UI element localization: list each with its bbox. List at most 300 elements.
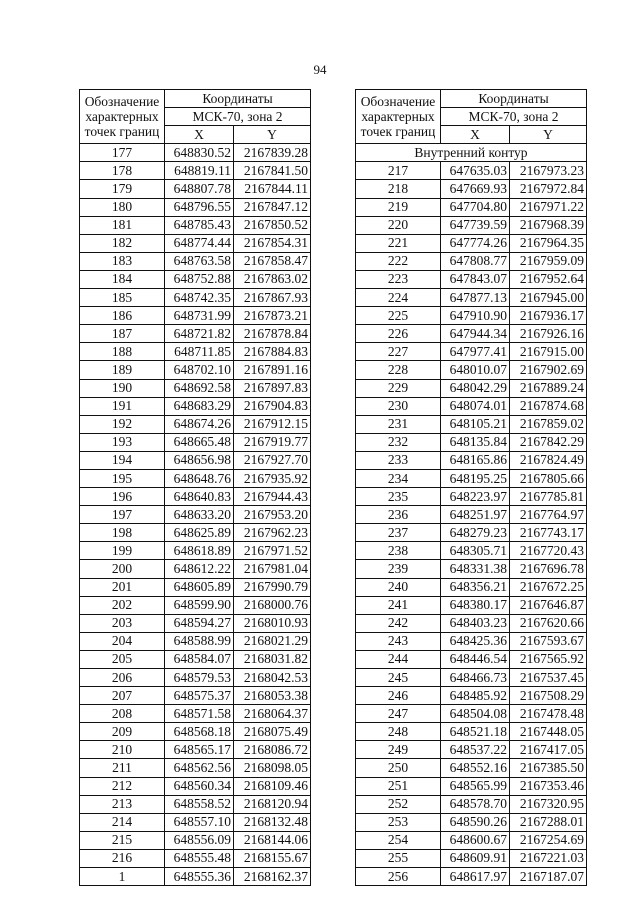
y-coordinate-cell: 2168098.05 [234, 759, 311, 777]
point-number-cell: 221 [356, 234, 441, 252]
point-number-cell: 215 [80, 831, 165, 849]
y-coordinate-cell: 2168010.93 [234, 614, 311, 632]
y-coordinate-cell: 2167891.16 [234, 361, 311, 379]
table-row [80, 650, 311, 668]
table-row [80, 741, 311, 759]
table-row [80, 868, 311, 886]
point-number-cell: 190 [80, 379, 165, 397]
table-row [356, 506, 587, 524]
table-row [80, 469, 311, 487]
point-name-header-line3: точек границ [84, 124, 160, 140]
y-coordinate-cell: 2167945.00 [510, 289, 587, 307]
x-coordinate-cell: 647944.34 [441, 325, 510, 343]
table-row [356, 669, 587, 687]
x-column-header: X [441, 126, 510, 144]
x-coordinate-cell: 648594.27 [165, 614, 234, 632]
table-row [80, 198, 311, 216]
table-row [356, 307, 587, 325]
y-coordinate-cell: 2167565.92 [510, 650, 587, 668]
x-coordinate-cell: 647635.03 [441, 162, 510, 180]
point-number-cell: 243 [356, 632, 441, 650]
y-coordinate-cell: 2167944.43 [234, 488, 311, 506]
y-coordinate-cell: 2167537.45 [510, 669, 587, 687]
y-coordinate-cell: 2167884.83 [234, 343, 311, 361]
x-coordinate-cell: 648763.58 [165, 252, 234, 270]
point-number-cell: 198 [80, 524, 165, 542]
table-row [356, 741, 587, 759]
y-coordinate-cell: 2168042.53 [234, 669, 311, 687]
point-number-cell: 255 [356, 849, 441, 867]
point-number-cell: 232 [356, 433, 441, 451]
point-number-cell: 231 [356, 415, 441, 433]
y-coordinate-cell: 2168086.72 [234, 741, 311, 759]
point-number-cell: 241 [356, 596, 441, 614]
table-row [356, 596, 587, 614]
table-row [356, 325, 587, 343]
x-coordinate-cell: 648796.55 [165, 198, 234, 216]
table-row [80, 415, 311, 433]
x-coordinate-cell: 648560.34 [165, 777, 234, 795]
table-row [356, 289, 587, 307]
table-row [80, 596, 311, 614]
point-number-cell: 202 [80, 596, 165, 614]
point-number-cell: 250 [356, 759, 441, 777]
table-row [356, 524, 587, 542]
y-coordinate-cell: 2167972.84 [510, 180, 587, 198]
x-coordinate-cell: 648711.85 [165, 343, 234, 361]
table-row [356, 831, 587, 849]
y-coordinate-cell: 2167844.11 [234, 180, 311, 198]
y-coordinate-cell: 2168132.48 [234, 813, 311, 831]
point-number-cell: 254 [356, 831, 441, 849]
x-coordinate-cell: 648042.29 [441, 379, 510, 397]
point-number-cell: 177 [80, 144, 165, 162]
table-row [356, 379, 587, 397]
table-row [356, 198, 587, 216]
x-coordinate-cell: 648683.29 [165, 397, 234, 415]
table-row [80, 687, 311, 705]
x-coordinate-cell: 648665.48 [165, 433, 234, 451]
x-coordinate-cell: 648165.86 [441, 451, 510, 469]
coordinates-table-right [355, 89, 587, 886]
x-coordinate-cell: 648446.54 [441, 650, 510, 668]
y-coordinate-cell: 2167968.39 [510, 216, 587, 234]
x-coordinate-cell: 648195.25 [441, 469, 510, 487]
table-row [80, 542, 311, 560]
y-coordinate-cell: 2167912.15 [234, 415, 311, 433]
x-column-header: X [165, 126, 234, 144]
point-number-cell: 219 [356, 198, 441, 216]
point-name-header-line2: характерных [85, 109, 159, 125]
point-number-cell: 201 [80, 578, 165, 596]
y-coordinate-cell: 2167696.78 [510, 560, 587, 578]
y-coordinate-cell: 2167620.66 [510, 614, 587, 632]
x-coordinate-cell: 648633.20 [165, 506, 234, 524]
point-number-cell: 224 [356, 289, 441, 307]
y-coordinate-cell: 2168053.38 [234, 687, 311, 705]
y-coordinate-cell: 2167971.52 [234, 542, 311, 560]
y-coordinate-cell: 2167897.83 [234, 379, 311, 397]
coords-system-header: МСК-70, зона 2 [165, 108, 311, 126]
point-number-cell: 256 [356, 868, 441, 886]
x-coordinate-cell: 648537.22 [441, 741, 510, 759]
point-number-cell: 240 [356, 578, 441, 596]
point-number-cell: 200 [80, 560, 165, 578]
table-row [356, 650, 587, 668]
table-row [356, 488, 587, 506]
y-coordinate-cell: 2167859.02 [510, 415, 587, 433]
table-row [80, 216, 311, 234]
point-number-cell: 249 [356, 741, 441, 759]
table-row [80, 578, 311, 596]
y-coordinate-cell: 2168120.94 [234, 795, 311, 813]
point-number-cell: 213 [80, 795, 165, 813]
y-coordinate-cell: 2167873.21 [234, 307, 311, 325]
y-coordinate-cell: 2167952.64 [510, 270, 587, 288]
y-coordinate-cell: 2167672.25 [510, 578, 587, 596]
y-coordinate-cell: 2167919.77 [234, 433, 311, 451]
point-number-cell: 242 [356, 614, 441, 632]
table-row [80, 433, 311, 451]
y-column-header: Y [510, 126, 587, 144]
y-coordinate-cell: 2167254.69 [510, 831, 587, 849]
x-coordinate-cell: 648692.58 [165, 379, 234, 397]
x-coordinate-cell: 648774.44 [165, 234, 234, 252]
table-row [80, 614, 311, 632]
x-coordinate-cell: 648605.89 [165, 578, 234, 596]
point-number-cell: 214 [80, 813, 165, 831]
x-coordinate-cell: 648251.97 [441, 506, 510, 524]
point-name-header [80, 90, 165, 144]
table-row [356, 632, 587, 650]
y-coordinate-cell: 2167187.07 [510, 868, 587, 886]
table-row [80, 723, 311, 741]
y-coordinate-cell: 2167926.16 [510, 325, 587, 343]
point-number-cell: 248 [356, 723, 441, 741]
table-row [356, 777, 587, 795]
table-row [80, 361, 311, 379]
y-coordinate-cell: 2168155.67 [234, 849, 311, 867]
x-coordinate-cell: 647977.41 [441, 343, 510, 361]
x-coordinate-cell: 648305.71 [441, 542, 510, 560]
table-row [80, 307, 311, 325]
point-number-cell: 245 [356, 669, 441, 687]
table-row [80, 379, 311, 397]
y-coordinate-cell: 2167593.67 [510, 632, 587, 650]
point-number-cell: 226 [356, 325, 441, 343]
table-row [80, 162, 311, 180]
point-number-cell: 237 [356, 524, 441, 542]
y-coordinate-cell: 2167863.02 [234, 270, 311, 288]
y-coordinate-cell: 2168064.37 [234, 705, 311, 723]
y-coordinate-cell: 2168162.37 [234, 868, 311, 886]
table-row [80, 270, 311, 288]
table-row [80, 759, 311, 777]
table-row [80, 560, 311, 578]
point-number-cell: 239 [356, 560, 441, 578]
point-number-cell: 251 [356, 777, 441, 795]
table-row [80, 289, 311, 307]
y-coordinate-cell: 2167824.49 [510, 451, 587, 469]
table-row [356, 868, 587, 886]
y-coordinate-cell: 2167902.69 [510, 361, 587, 379]
x-coordinate-cell: 648648.76 [165, 469, 234, 487]
y-coordinate-cell: 2167953.20 [234, 506, 311, 524]
point-number-cell: 209 [80, 723, 165, 741]
x-coordinate-cell: 648656.98 [165, 451, 234, 469]
y-coordinate-cell: 2168109.46 [234, 777, 311, 795]
x-coordinate-cell: 648752.88 [165, 270, 234, 288]
point-number-cell: 216 [80, 849, 165, 867]
point-number-cell: 196 [80, 488, 165, 506]
table-row [80, 813, 311, 831]
y-coordinate-cell: 2167743.17 [510, 524, 587, 542]
table-row [80, 524, 311, 542]
point-number-cell: 244 [356, 650, 441, 668]
y-coordinate-cell: 2167646.87 [510, 596, 587, 614]
x-coordinate-cell: 647877.13 [441, 289, 510, 307]
y-coordinate-cell: 2167478.48 [510, 705, 587, 723]
x-coordinate-cell: 648105.21 [441, 415, 510, 433]
point-name-header-line3: точек границ [360, 124, 436, 140]
x-coordinate-cell: 648552.16 [441, 759, 510, 777]
x-coordinate-cell: 648640.83 [165, 488, 234, 506]
x-coordinate-cell: 648584.07 [165, 650, 234, 668]
table-row [356, 252, 587, 270]
y-coordinate-cell: 2167839.28 [234, 144, 311, 162]
point-number-cell: 247 [356, 705, 441, 723]
point-number-cell: 227 [356, 343, 441, 361]
y-coordinate-cell: 2167221.03 [510, 849, 587, 867]
table-row [356, 578, 587, 596]
x-coordinate-cell: 648521.18 [441, 723, 510, 741]
table-row [80, 831, 311, 849]
table-row [356, 433, 587, 451]
x-coordinate-cell: 648555.48 [165, 849, 234, 867]
point-number-cell: 188 [80, 343, 165, 361]
page-number: 94 [313, 62, 327, 77]
x-coordinate-cell: 648223.97 [441, 488, 510, 506]
table-row [356, 795, 587, 813]
y-coordinate-cell: 2167962.23 [234, 524, 311, 542]
y-coordinate-cell: 2167904.83 [234, 397, 311, 415]
point-name-header-line1: Обозначение [360, 94, 436, 110]
y-coordinate-cell: 2167448.05 [510, 723, 587, 741]
point-number-cell: 205 [80, 650, 165, 668]
x-coordinate-cell: 648674.26 [165, 415, 234, 433]
x-coordinate-cell: 648565.17 [165, 741, 234, 759]
table-row [356, 234, 587, 252]
y-coordinate-cell: 2167353.46 [510, 777, 587, 795]
table-row [80, 144, 311, 162]
x-coordinate-cell: 648403.23 [441, 614, 510, 632]
point-number-cell: 178 [80, 162, 165, 180]
x-coordinate-cell: 648571.58 [165, 705, 234, 723]
y-coordinate-cell: 2167417.05 [510, 741, 587, 759]
point-number-cell: 199 [80, 542, 165, 560]
right-table-body [356, 144, 587, 886]
y-coordinate-cell: 2167973.23 [510, 162, 587, 180]
x-coordinate-cell: 648599.90 [165, 596, 234, 614]
y-coordinate-cell: 2168000.76 [234, 596, 311, 614]
y-coordinate-cell: 2167850.52 [234, 216, 311, 234]
y-coordinate-cell: 2167935.92 [234, 469, 311, 487]
x-coordinate-cell: 648575.37 [165, 687, 234, 705]
point-number-cell: 236 [356, 506, 441, 524]
section-title: Внутренний контур [356, 144, 587, 162]
table-row [356, 469, 587, 487]
point-name-header-line2: характерных [361, 109, 435, 125]
point-name-header [356, 90, 441, 144]
y-coordinate-cell: 2167842.29 [510, 433, 587, 451]
y-column-header: Y [234, 126, 311, 144]
x-coordinate-cell: 647704.80 [441, 198, 510, 216]
x-coordinate-cell: 648590.26 [441, 813, 510, 831]
y-coordinate-cell: 2167385.50 [510, 759, 587, 777]
point-number-cell: 179 [80, 180, 165, 198]
x-coordinate-cell: 648578.70 [441, 795, 510, 813]
x-coordinate-cell: 648785.43 [165, 216, 234, 234]
table-row [356, 849, 587, 867]
table-row [80, 343, 311, 361]
coords-system-header: МСК-70, зона 2 [441, 108, 587, 126]
point-number-cell: 220 [356, 216, 441, 234]
point-number-cell: 228 [356, 361, 441, 379]
table-row [356, 216, 587, 234]
coords-title-header: Координаты [165, 90, 311, 108]
point-number-cell: 187 [80, 325, 165, 343]
point-number-cell: 234 [356, 469, 441, 487]
y-coordinate-cell: 2167854.31 [234, 234, 311, 252]
x-coordinate-cell: 648279.23 [441, 524, 510, 542]
x-coordinate-cell: 647910.90 [441, 307, 510, 325]
point-number-cell: 212 [80, 777, 165, 795]
y-coordinate-cell: 2167720.43 [510, 542, 587, 560]
y-coordinate-cell: 2167858.47 [234, 252, 311, 270]
table-row [80, 795, 311, 813]
table-row [356, 705, 587, 723]
point-number-cell: 194 [80, 451, 165, 469]
point-number-cell: 217 [356, 162, 441, 180]
y-coordinate-cell: 2167288.01 [510, 813, 587, 831]
x-coordinate-cell: 648425.36 [441, 632, 510, 650]
x-coordinate-cell: 648562.56 [165, 759, 234, 777]
y-coordinate-cell: 2167927.70 [234, 451, 311, 469]
table-row [356, 361, 587, 379]
table-row [80, 234, 311, 252]
y-coordinate-cell: 2168031.82 [234, 650, 311, 668]
point-number-cell: 206 [80, 669, 165, 687]
y-coordinate-cell: 2167878.84 [234, 325, 311, 343]
point-number-cell: 222 [356, 252, 441, 270]
y-coordinate-cell: 2167889.24 [510, 379, 587, 397]
x-coordinate-cell: 648830.52 [165, 144, 234, 162]
y-coordinate-cell: 2167847.12 [234, 198, 311, 216]
table-row [356, 270, 587, 288]
y-coordinate-cell: 2168075.49 [234, 723, 311, 741]
point-number-cell: 225 [356, 307, 441, 325]
point-number-cell: 207 [80, 687, 165, 705]
table-row [80, 632, 311, 650]
table-row [80, 669, 311, 687]
x-coordinate-cell: 648557.10 [165, 813, 234, 831]
x-coordinate-cell: 648807.78 [165, 180, 234, 198]
x-coordinate-cell: 648612.22 [165, 560, 234, 578]
x-coordinate-cell: 647774.26 [441, 234, 510, 252]
point-number-cell: 211 [80, 759, 165, 777]
table-row [356, 614, 587, 632]
x-coordinate-cell: 648010.07 [441, 361, 510, 379]
point-number-cell: 186 [80, 307, 165, 325]
point-number-cell: 252 [356, 795, 441, 813]
table-row [356, 343, 587, 361]
x-coordinate-cell: 647808.77 [441, 252, 510, 270]
table-row [80, 488, 311, 506]
point-number-cell: 223 [356, 270, 441, 288]
point-number-cell: 181 [80, 216, 165, 234]
x-coordinate-cell: 648618.89 [165, 542, 234, 560]
point-number-cell: 193 [80, 433, 165, 451]
y-coordinate-cell: 2167936.17 [510, 307, 587, 325]
table-row [80, 325, 311, 343]
x-coordinate-cell: 648600.67 [441, 831, 510, 849]
y-coordinate-cell: 2167320.95 [510, 795, 587, 813]
y-coordinate-cell: 2167959.09 [510, 252, 587, 270]
x-coordinate-cell: 648721.82 [165, 325, 234, 343]
point-number-cell: 1 [80, 868, 165, 886]
coords-title-header: Координаты [441, 90, 587, 108]
point-number-cell: 195 [80, 469, 165, 487]
y-coordinate-cell: 2167764.97 [510, 506, 587, 524]
y-coordinate-cell: 2167805.66 [510, 469, 587, 487]
x-coordinate-cell: 648702.10 [165, 361, 234, 379]
table-row [356, 162, 587, 180]
y-coordinate-cell: 2167867.93 [234, 289, 311, 307]
y-coordinate-cell: 2167990.79 [234, 578, 311, 596]
y-coordinate-cell: 2167785.81 [510, 488, 587, 506]
point-number-cell: 238 [356, 542, 441, 560]
point-number-cell: 183 [80, 252, 165, 270]
point-number-cell: 230 [356, 397, 441, 415]
x-coordinate-cell: 648380.17 [441, 596, 510, 614]
y-coordinate-cell: 2168144.06 [234, 831, 311, 849]
table-row [356, 723, 587, 741]
table-row [356, 542, 587, 560]
x-coordinate-cell: 648356.21 [441, 578, 510, 596]
table-row [356, 687, 587, 705]
point-number-cell: 191 [80, 397, 165, 415]
y-coordinate-cell: 2167981.04 [234, 560, 311, 578]
x-coordinate-cell: 648331.38 [441, 560, 510, 578]
point-number-cell: 180 [80, 198, 165, 216]
point-number-cell: 233 [356, 451, 441, 469]
point-number-cell: 229 [356, 379, 441, 397]
point-number-cell: 197 [80, 506, 165, 524]
x-coordinate-cell: 648074.01 [441, 397, 510, 415]
x-coordinate-cell: 648466.73 [441, 669, 510, 687]
table-row [356, 180, 587, 198]
point-number-cell: 184 [80, 270, 165, 288]
point-number-cell: 192 [80, 415, 165, 433]
x-coordinate-cell: 648485.92 [441, 687, 510, 705]
point-name-header-line1: Обозначение [84, 94, 160, 110]
x-coordinate-cell: 648504.08 [441, 705, 510, 723]
x-coordinate-cell: 648565.99 [441, 777, 510, 795]
point-number-cell: 208 [80, 705, 165, 723]
x-coordinate-cell: 648555.36 [165, 868, 234, 886]
y-coordinate-cell: 2167508.29 [510, 687, 587, 705]
x-coordinate-cell: 648742.35 [165, 289, 234, 307]
